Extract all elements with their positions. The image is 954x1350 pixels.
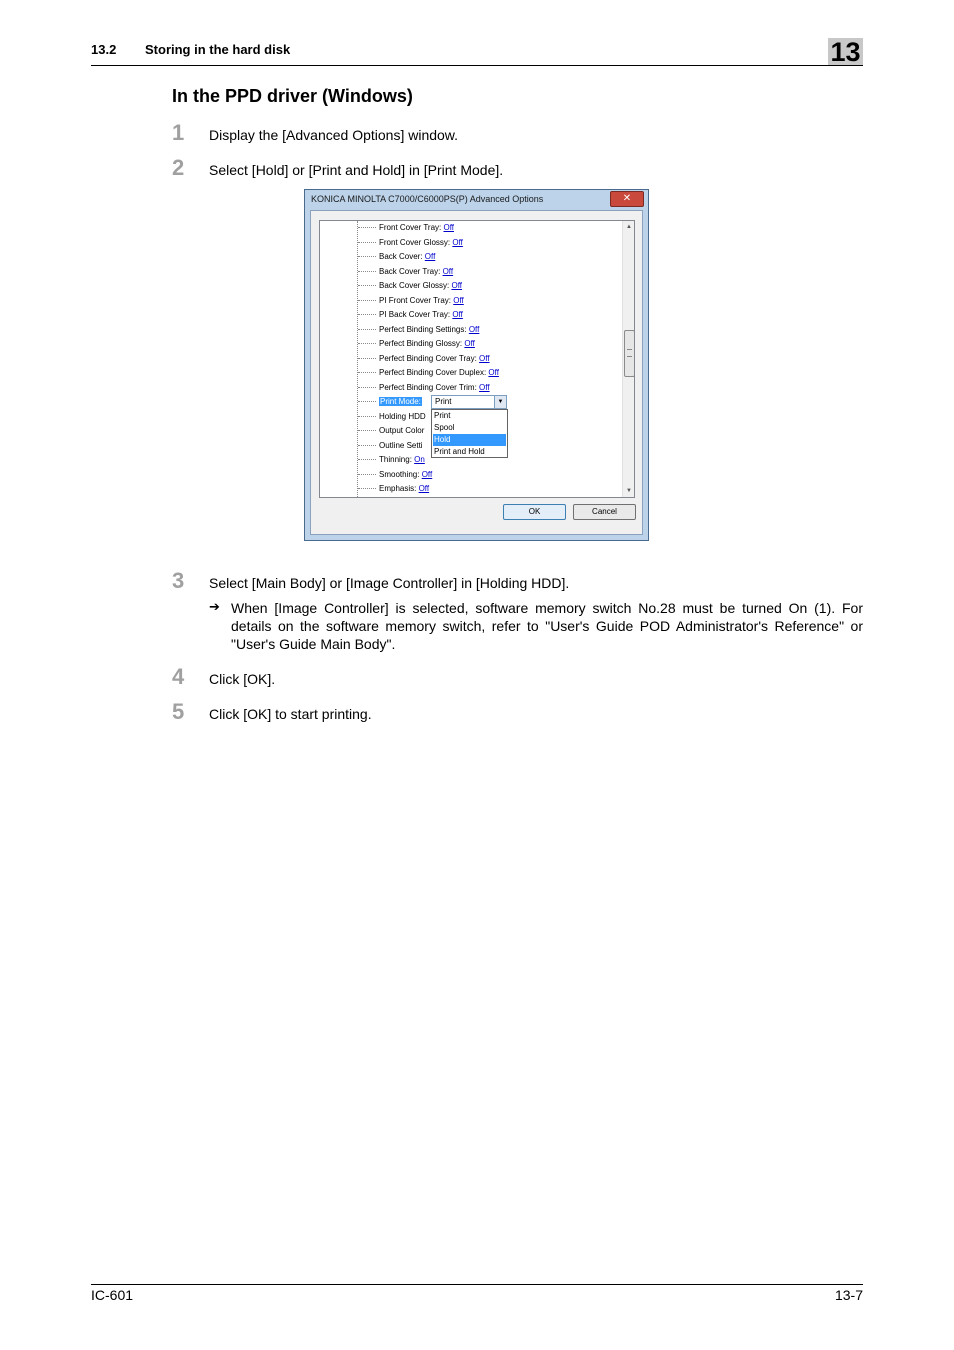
- tree-item[interactable]: Perfect Binding Cover Trim: Off: [358, 382, 490, 394]
- tree-item[interactable]: Perfect Binding Settings: Off: [358, 324, 479, 336]
- dropdown-option-spool[interactable]: Spool: [434, 423, 455, 432]
- tree-item[interactable]: Perfect Binding Glossy: Off: [358, 338, 475, 350]
- scroll-up-icon[interactable]: ▲: [626, 224, 632, 230]
- step-4-text: Click [OK].: [209, 671, 276, 687]
- tree-scrollbar[interactable]: [622, 221, 635, 497]
- tree-item[interactable]: Back Cover Tray: Off: [358, 266, 453, 278]
- tree-item[interactable]: Perfect Binding Cover Duplex: Off: [358, 367, 499, 379]
- tree-item[interactable]: Back Cover Glossy: Off: [358, 280, 462, 292]
- step-5-text: Click [OK] to start printing.: [209, 706, 372, 722]
- header-rule: [91, 65, 863, 66]
- tree-item[interactable]: Thinning: On: [358, 454, 425, 466]
- dialog-client: [310, 210, 643, 535]
- dialog-title: KONICA MINOLTA C7000/C6000PS(P) Advanced Options: [311, 194, 544, 204]
- step-1-text: Display the [Advanced Options] window.: [209, 127, 459, 143]
- print-mode-select[interactable]: Print ▼: [431, 395, 507, 409]
- footer-product: IC-601: [91, 1287, 134, 1303]
- tree-item[interactable]: Smoothing: Off: [358, 469, 432, 481]
- section-title: Storing in the hard disk: [145, 42, 291, 57]
- step-2-text: Select [Hold] or [Print and Hold] in [Print Mode].: [209, 162, 504, 178]
- tree-item[interactable]: PI Front Cover Tray: Off: [358, 295, 464, 307]
- dropdown-option-hold[interactable]: Hold: [433, 434, 506, 446]
- print-mode-dropdown: [431, 409, 508, 458]
- tree-item[interactable]: Output Color: [358, 425, 424, 437]
- arrow-icon: ➔: [209, 599, 220, 614]
- step-3-number: 3: [172, 568, 185, 593]
- step-4-number: 4: [172, 664, 185, 689]
- step-1-number: 1: [172, 120, 185, 145]
- grip-icon: [627, 349, 632, 357]
- section-number: 13.2: [91, 42, 117, 57]
- tree-item[interactable]: PI Back Cover Tray: Off: [358, 309, 463, 321]
- options-tree: [319, 220, 635, 498]
- dropdown-option-print-and-hold[interactable]: Print and Hold: [434, 447, 485, 456]
- tree-item[interactable]: Holding HDD: [358, 411, 426, 423]
- tree-item[interactable]: Emphasis: Off: [358, 483, 429, 495]
- footer-rule: [91, 1284, 863, 1285]
- step-3-note: When [Image Controller] is selected, software memory switch No.28 must be turned On (1). For details on the software memory switch, refer to "User's Guide POD Administrator's Reference" or "User's Guide Main Body".: [231, 600, 863, 652]
- page-heading: In the PPD driver (Windows): [172, 86, 413, 106]
- tree-item[interactable]: Front Cover Glossy: Off: [358, 237, 463, 249]
- scroll-down-icon[interactable]: ▼: [626, 488, 632, 494]
- step-2-number: 2: [172, 155, 185, 180]
- advanced-options-dialog: [304, 189, 649, 541]
- tree-item[interactable]: Outline Setti: [358, 440, 423, 452]
- close-icon[interactable]: ✕: [610, 191, 644, 207]
- footer-page-number: 13-7: [834, 1287, 863, 1303]
- scrollbar-thumb[interactable]: [624, 330, 635, 377]
- tree-item[interactable]: Back Cover: Off: [358, 251, 435, 263]
- ok-button[interactable]: OK: [503, 504, 566, 520]
- chapter-number: 13: [830, 37, 861, 67]
- step-3-text: Select [Main Body] or [Image Controller] in [Holding HDD].: [209, 575, 570, 591]
- tree-item[interactable]: Front Cover Tray: Off: [358, 222, 454, 234]
- tree-item-print-mode[interactable]: Print Mode:: [358, 396, 422, 408]
- step-5-number: 5: [172, 699, 185, 724]
- tree-item[interactable]: Perfect Binding Cover Tray: Off: [358, 353, 490, 365]
- chevron-down-icon[interactable]: ▼: [494, 396, 506, 408]
- dropdown-option-print[interactable]: Print: [434, 411, 451, 420]
- cancel-button[interactable]: Cancel: [573, 504, 636, 520]
